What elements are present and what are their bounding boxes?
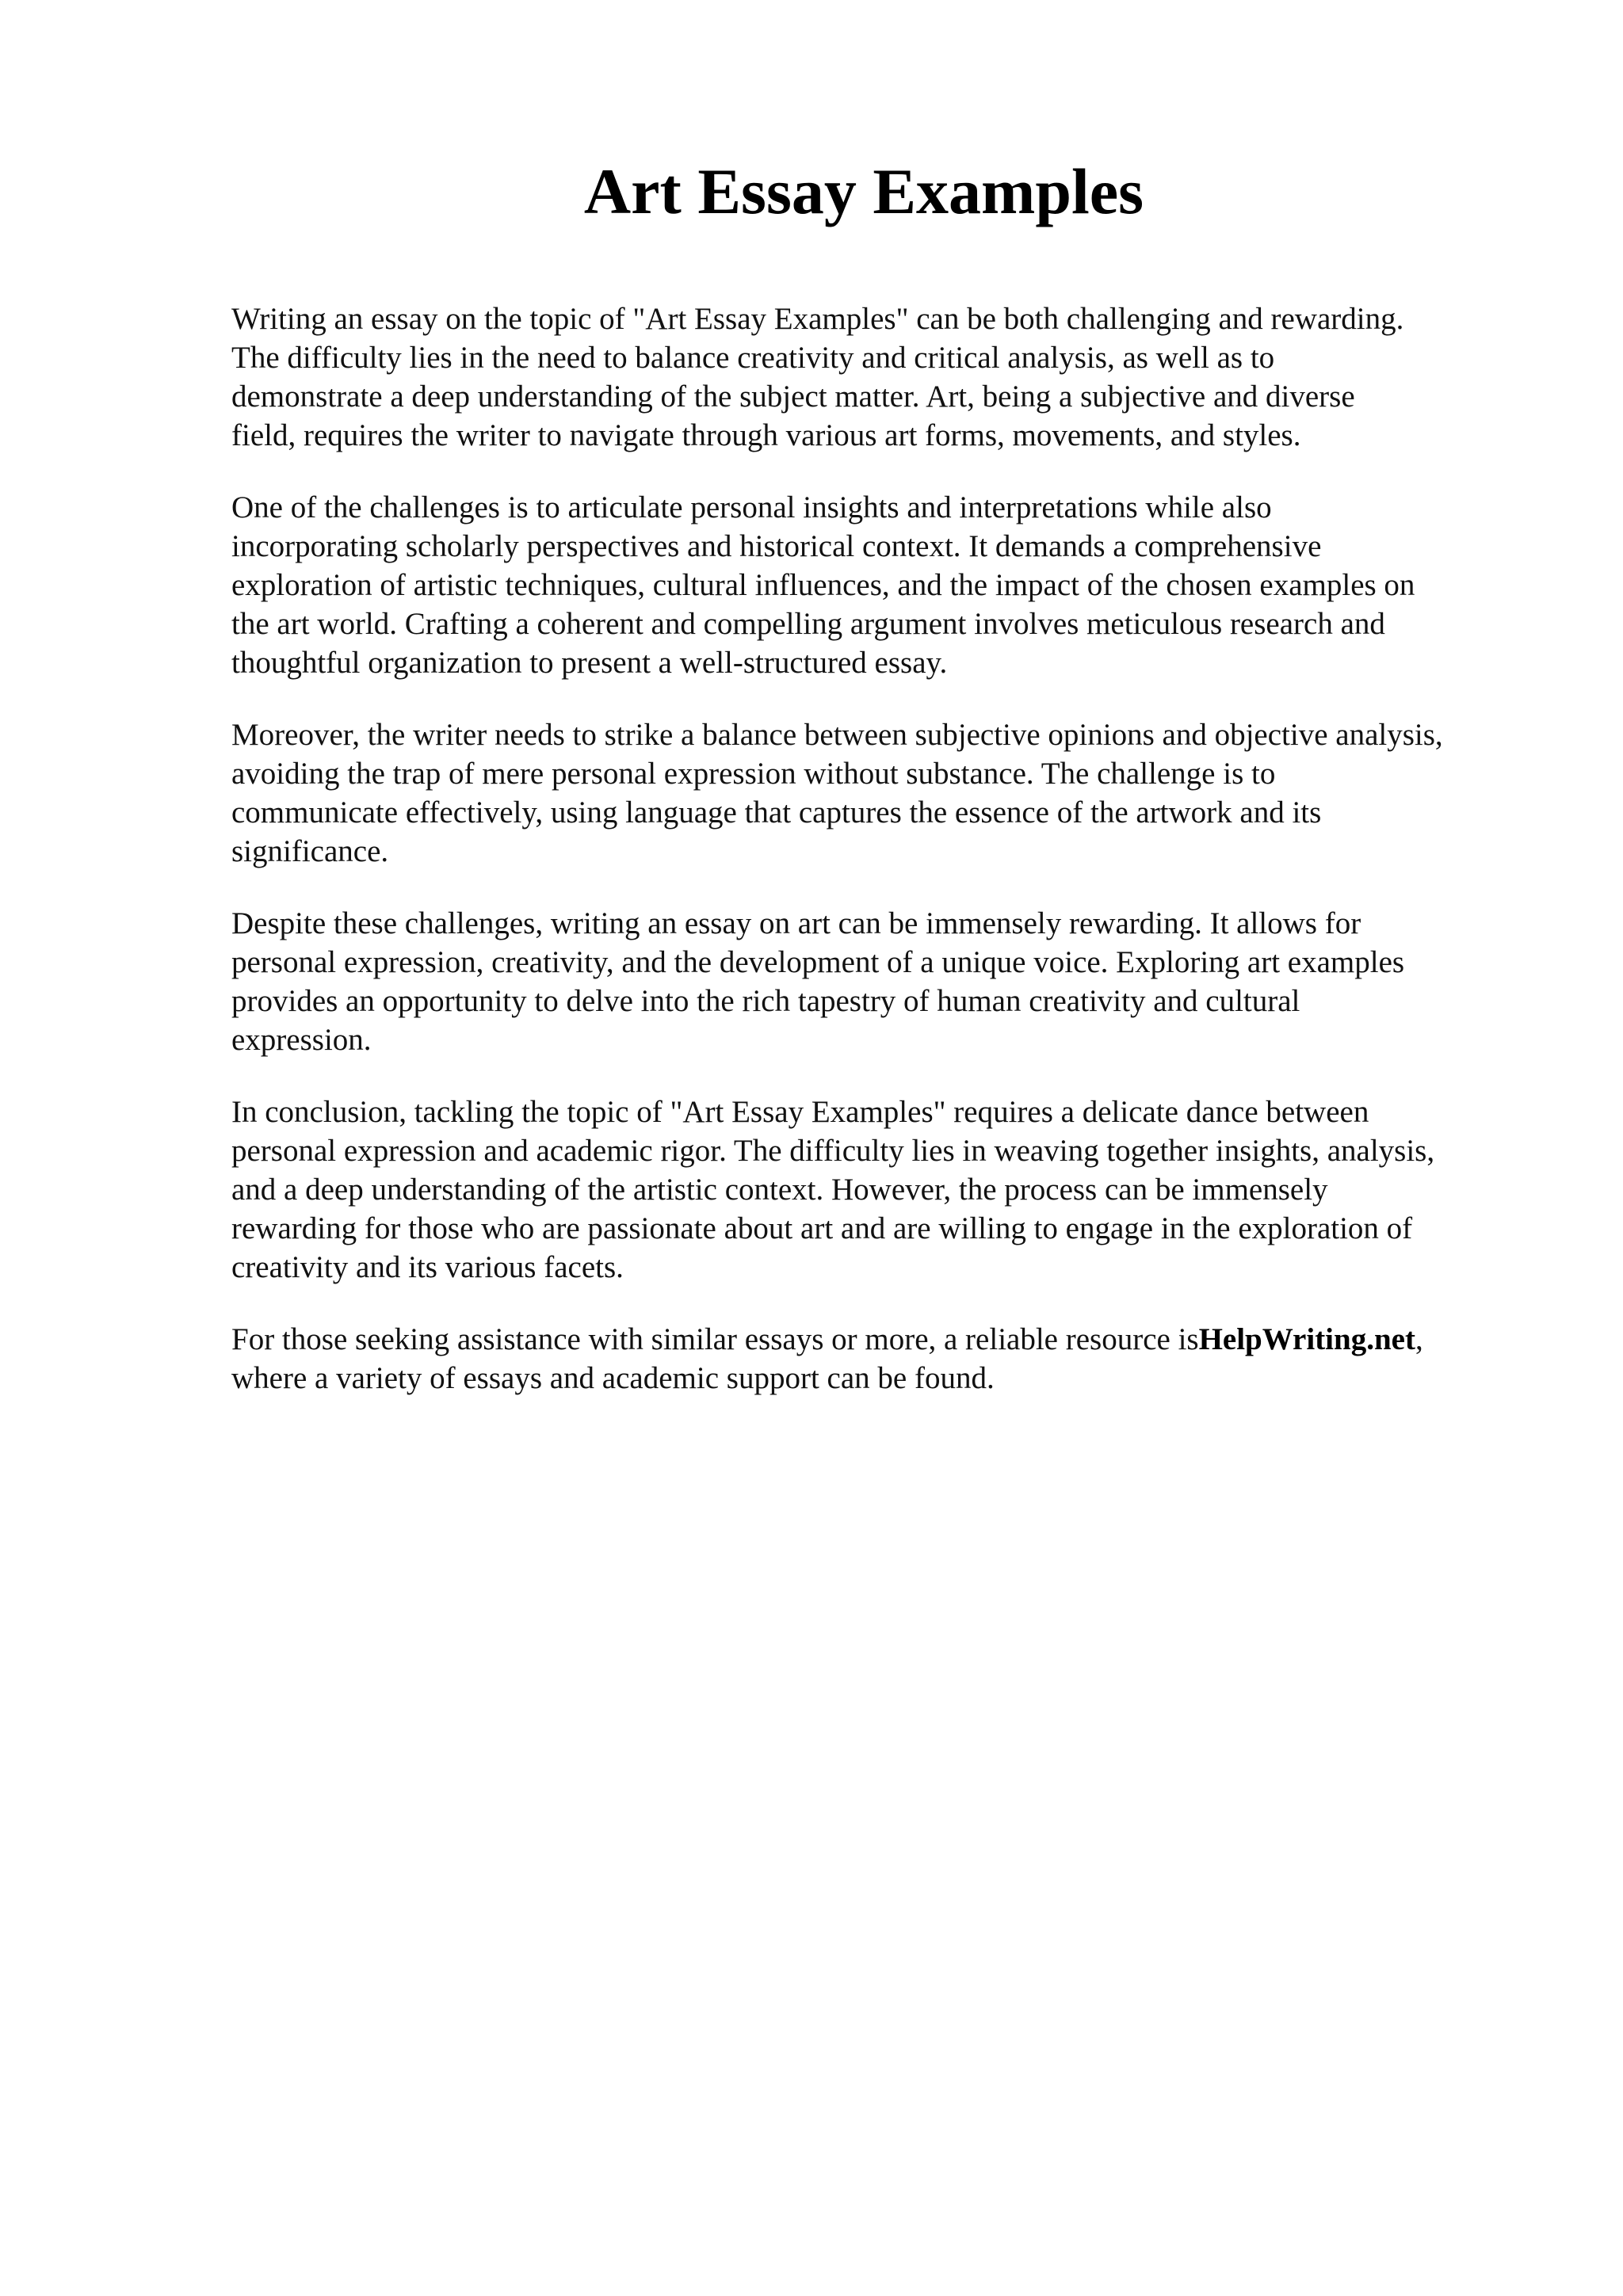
text-line: In conclusion, tackling the topic of "Art Essay Examples" requires a delicate dance between <box>231 1095 1369 1129</box>
page-title: Art Essay Examples <box>583 155 1144 227</box>
text-line: Despite these challenges, writing an essay on art can be immensely rewarding. It allows for <box>231 906 1361 940</box>
text-line: and a deep understanding of the artistic context. However, the process can be immensely <box>231 1173 1328 1207</box>
text-line: expression. <box>231 1023 372 1057</box>
essay-body <box>231 299 1531 1431</box>
text-line: demonstrate a deep understanding of the subject matter. Art, being a subjective and diverse <box>231 379 1355 414</box>
text-line <box>231 1320 1531 1359</box>
paragraph-4 <box>231 904 1531 1059</box>
text-line: the art world. Crafting a coherent and compelling argument involves meticulous research and <box>231 607 1385 641</box>
resource-sentence-comma: , <box>1415 1322 1423 1356</box>
text-line: significance. <box>231 834 389 868</box>
text-line: One of the challenges is to articulate personal insights and interpretations while also <box>231 490 1272 524</box>
paragraph-5 <box>231 1093 1531 1287</box>
text-line: avoiding the trap of mere personal expression without substance. The challenge is to <box>231 757 1276 791</box>
resource-sentence-prefix: For those seeking assistance with similar essays or more, a reliable resource is <box>231 1322 1199 1356</box>
text-line: incorporating scholarly perspectives and historical context. It demands a comprehensive <box>231 529 1322 563</box>
text-line: provides an opportunity to delve into the rich tapestry of human creativity and cultural <box>231 984 1300 1018</box>
paragraph-6 <box>231 1320 1531 1398</box>
text-line: The difficulty lies in the need to balance creativity and critical analysis, as well as to <box>231 341 1275 375</box>
text-line: exploration of artistic techniques, cultural influences, and the impact of the chosen examples on <box>231 568 1415 602</box>
text-line: Writing an essay on the topic of "Art Essay Examples" can be both challenging and rewarding. <box>231 302 1404 336</box>
text-line: personal expression and academic rigor. The difficulty lies in weaving together insights, analysis, <box>231 1134 1435 1168</box>
paragraph-1 <box>231 299 1531 455</box>
text-line: where a variety of essays and academic support can be found. <box>231 1361 995 1395</box>
text-line: field, requires the writer to navigate through various art forms, movements, and styles. <box>231 418 1301 452</box>
text-line: Moreover, the writer needs to strike a balance between subjective opinions and objective analysis, <box>231 718 1443 752</box>
helpwriting-resource: HelpWriting.net <box>1198 1322 1415 1356</box>
paragraph-3 <box>231 715 1531 871</box>
paragraph-2 <box>231 488 1531 682</box>
text-line: rewarding for those who are passionate about art and are willing to engage in the exploration of <box>231 1211 1413 1245</box>
text-line: personal expression, creativity, and the development of a unique voice. Exploring art examples <box>231 945 1405 979</box>
text-line: creativity and its various facets. <box>231 1250 624 1284</box>
text-line: communicate effectively, using language that captures the essence of the artwork and its <box>231 795 1322 830</box>
text-line: thoughtful organization to present a well-structured essay. <box>231 646 948 680</box>
